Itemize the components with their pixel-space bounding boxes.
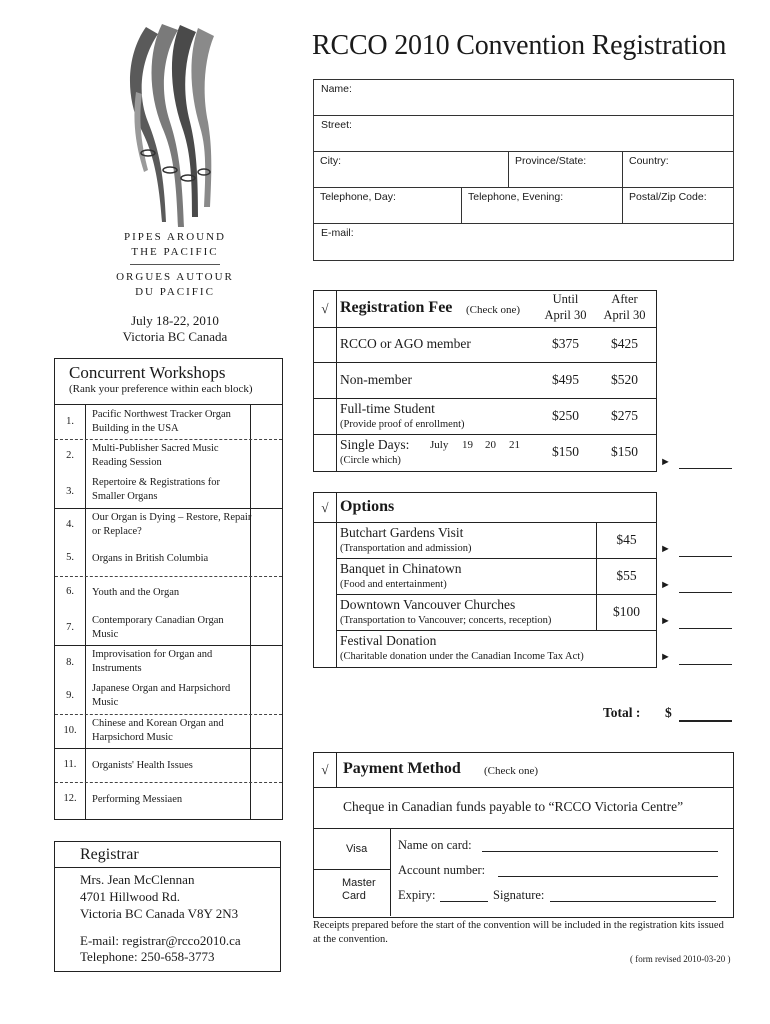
check-header: √ (321, 301, 329, 316)
fee-note: (Circle which) (340, 455, 401, 466)
option-price: $45 (616, 532, 637, 547)
workshop-number: 7. (66, 622, 74, 633)
visa-option[interactable] (314, 829, 391, 870)
workshops-subtitle: (Rank your preference within each block) (69, 383, 253, 395)
cheque-option[interactable] (314, 788, 733, 829)
payment-method-title: Payment Method (343, 760, 461, 777)
province-field[interactable] (508, 152, 623, 187)
arrow-icon: ► (660, 543, 671, 555)
fee-row-student[interactable] (314, 399, 656, 435)
fee-after: $150 (611, 444, 638, 459)
cheque-label: Cheque in Canadian funds payable to “RCCO Victoria Centre” (343, 799, 684, 814)
concurrent-workshops (54, 358, 283, 820)
option-name: Festival Donation (340, 633, 437, 648)
fee-name: RCCO or AGO member (340, 336, 471, 351)
fee-after: $275 (611, 408, 638, 423)
country-label: Country: (629, 155, 669, 167)
workshop-number: 11. (63, 759, 77, 770)
workshop-number: 10. (63, 725, 77, 736)
day-option[interactable]: 20 (485, 439, 496, 451)
total-currency: $ (665, 705, 672, 720)
email-field[interactable] (314, 224, 733, 259)
workshop-title: Youth and the Organ (92, 587, 180, 598)
workshop-number: 8. (66, 657, 74, 668)
postal-code-label: Postal/Zip Code: (629, 191, 707, 203)
postal-code-field[interactable] (622, 188, 733, 223)
day-month: July (430, 439, 449, 451)
registrar-street: 4701 Hillwood Rd. (80, 889, 181, 904)
option-price: $55 (616, 568, 637, 583)
telephone-day-field[interactable] (314, 188, 461, 223)
workshops-title: Concurrent Workshops (69, 363, 226, 382)
fee-name: Full-time Student (340, 401, 435, 416)
workshop-title: Japanese Organ and Harpsichord Music (92, 683, 231, 708)
arrow-icon: ► (660, 651, 671, 663)
telephone-evening-field[interactable] (461, 188, 623, 223)
fee-after: $520 (611, 372, 638, 387)
fee-row-single-days[interactable] (314, 435, 656, 470)
option-row-banquet[interactable] (314, 559, 656, 594)
option-note: (Food and entertainment) (340, 579, 447, 590)
payment-method-box (313, 752, 734, 918)
fee-note: (Provide proof of enrollment) (340, 419, 465, 430)
donation-amount-field[interactable] (679, 664, 732, 665)
registration-fee-title: Registration Fee (340, 299, 453, 316)
registrar-phone: Telephone: 250-658-3773 (80, 949, 215, 964)
option-name: Butchart Gardens Visit (340, 525, 464, 540)
logo-line-3: ORGUES AUTOUR (116, 271, 234, 283)
registrar-email[interactable]: E-mail: registrar@rcco2010.ca (80, 933, 241, 948)
workshop-title: Performing Messiaen (92, 794, 183, 805)
name-label: Name: (321, 83, 352, 95)
workshop-title: Improvisation for Organ and Instruments (92, 649, 213, 674)
visa-label: Visa (346, 843, 368, 855)
fee-after: $425 (611, 336, 638, 351)
workshop-title: Chinese and Korean Organ and Harpsichord Music (92, 718, 224, 743)
workshop-number: 1. (66, 416, 74, 427)
city-label: City: (320, 155, 341, 167)
telephone-evening-label: Telephone, Evening: (468, 191, 564, 203)
check-header: √ (321, 500, 329, 515)
registrar-box (54, 841, 281, 972)
option-name: Banquet in Chinatown (340, 561, 462, 576)
arrow-icon: ► (660, 579, 671, 591)
workshop-number: 6. (66, 586, 74, 597)
after-header-line1: After (611, 292, 638, 306)
logo-line-2: THE PACIFIC (131, 246, 219, 258)
street-label: Street: (321, 119, 352, 131)
day-option[interactable]: 21 (509, 439, 520, 451)
signature-label: Signature: (493, 888, 545, 902)
account-number-label: Account number: (398, 863, 486, 877)
registration-fee-table (313, 290, 657, 472)
total-amount-field[interactable] (679, 720, 732, 722)
expiry-field[interactable] (440, 901, 488, 902)
event-dates: July 18-22, 2010 (131, 313, 219, 328)
workshop-title: Organists' Health Issues (92, 760, 193, 771)
option-note: (Transportation and admission) (340, 543, 472, 554)
day-option[interactable]: 19 (462, 439, 473, 451)
workshop-number: 3. (66, 486, 74, 497)
fee-total-field[interactable] (679, 468, 732, 469)
workshop-number: 9. (66, 690, 74, 701)
check-header: √ (321, 762, 329, 777)
country-field[interactable] (622, 152, 733, 187)
telephone-day-label: Telephone, Day: (320, 191, 396, 203)
logo-line-1: PIPES AROUND (124, 231, 226, 243)
total-label: Total : (603, 705, 641, 720)
fee-until: $495 (552, 372, 579, 387)
fee-until: $150 (552, 444, 579, 459)
vancouver-amount-field[interactable] (679, 628, 732, 629)
logo-line-4: DU PACIFIC (135, 286, 215, 298)
workshop-title: Repertoire & Registrations for Smaller Organs (92, 477, 221, 502)
fee-until: $250 (552, 408, 579, 423)
workshop-number: 2. (66, 450, 74, 461)
option-note: (Transportation to Vancouver; concerts, reception) (340, 615, 552, 626)
butchart-amount-field[interactable] (679, 556, 732, 557)
registrar-name: Mrs. Jean McClennan (80, 872, 195, 887)
page-title: RCCO 2010 Convention Registration (312, 30, 727, 61)
payment-check-one: (Check one) (484, 765, 539, 777)
options-table (313, 492, 655, 666)
name-on-card-label: Name on card: (398, 838, 472, 852)
receipt-note: Receipts prepared before the start of the convention will be included in the registration kits issued at the convention. (313, 920, 724, 945)
workshop-number: 5. (66, 552, 74, 563)
event-location: Victoria BC Canada (122, 329, 228, 344)
until-header-line2: April 30 (544, 308, 587, 322)
name-field[interactable] (314, 80, 733, 116)
fee-row-non-member[interactable] (314, 363, 656, 399)
fee-until: $375 (552, 336, 579, 351)
after-header-line2: April 30 (603, 308, 646, 322)
street-field[interactable] (314, 116, 733, 152)
option-row-vancouver[interactable] (314, 595, 656, 630)
city-field[interactable] (314, 152, 508, 187)
registration-fee-check-one: (Check one) (466, 304, 521, 316)
option-row-donation[interactable] (314, 631, 656, 666)
account-number-field[interactable] (498, 876, 718, 877)
fee-name: Single Days: (340, 437, 410, 452)
option-note: (Charitable donation under the Canadian Income Tax Act) (340, 651, 584, 662)
workshop-number: 4. (66, 519, 74, 530)
email-label: E-mail: (321, 227, 354, 239)
fee-row-member[interactable] (314, 328, 656, 363)
option-row-butchart[interactable] (314, 523, 656, 558)
name-on-card-field[interactable] (482, 851, 718, 852)
registrar-city: Victoria BC Canada V8Y 2N3 (80, 906, 239, 921)
workshop-title: Multi-Publisher Sacred Music Reading Session (92, 443, 219, 468)
mastercard-option[interactable] (314, 870, 391, 916)
banquet-amount-field[interactable] (679, 592, 732, 593)
workshop-title: Our Organ is Dying – Restore, Repair or Replace? (92, 512, 252, 537)
logo-divider (130, 264, 220, 265)
arrow-icon: ► (660, 615, 671, 627)
form-revised-date: ( form revised 2010-03-20 ) (630, 954, 731, 964)
mastercard-label-line2: Card (342, 890, 366, 902)
fee-name: Non-member (340, 372, 412, 387)
option-name: Downtown Vancouver Churches (340, 597, 516, 612)
expiry-label: Expiry: (398, 888, 436, 902)
arrow-icon: ► (660, 456, 671, 468)
province-label: Province/State: (515, 155, 587, 167)
event-info (90, 313, 260, 345)
options-title: Options (340, 498, 395, 515)
workshop-title: Pacific Northwest Tracker Organ Building in the USA (92, 409, 231, 434)
registrar-title: Registrar (80, 846, 139, 863)
signature-field[interactable] (550, 901, 716, 902)
workshop-number: 12. (63, 793, 77, 804)
workshop-title: Contemporary Canadian Organ Music (92, 615, 224, 640)
logo-text (90, 230, 260, 300)
until-header-line1: Until (552, 292, 579, 306)
address-form (313, 79, 734, 261)
mastercard-label-line1: Master (342, 877, 376, 889)
option-price: $100 (613, 604, 640, 619)
organ-pipes-logo (118, 22, 228, 227)
workshop-title: Organs in British Columbia (92, 553, 209, 564)
